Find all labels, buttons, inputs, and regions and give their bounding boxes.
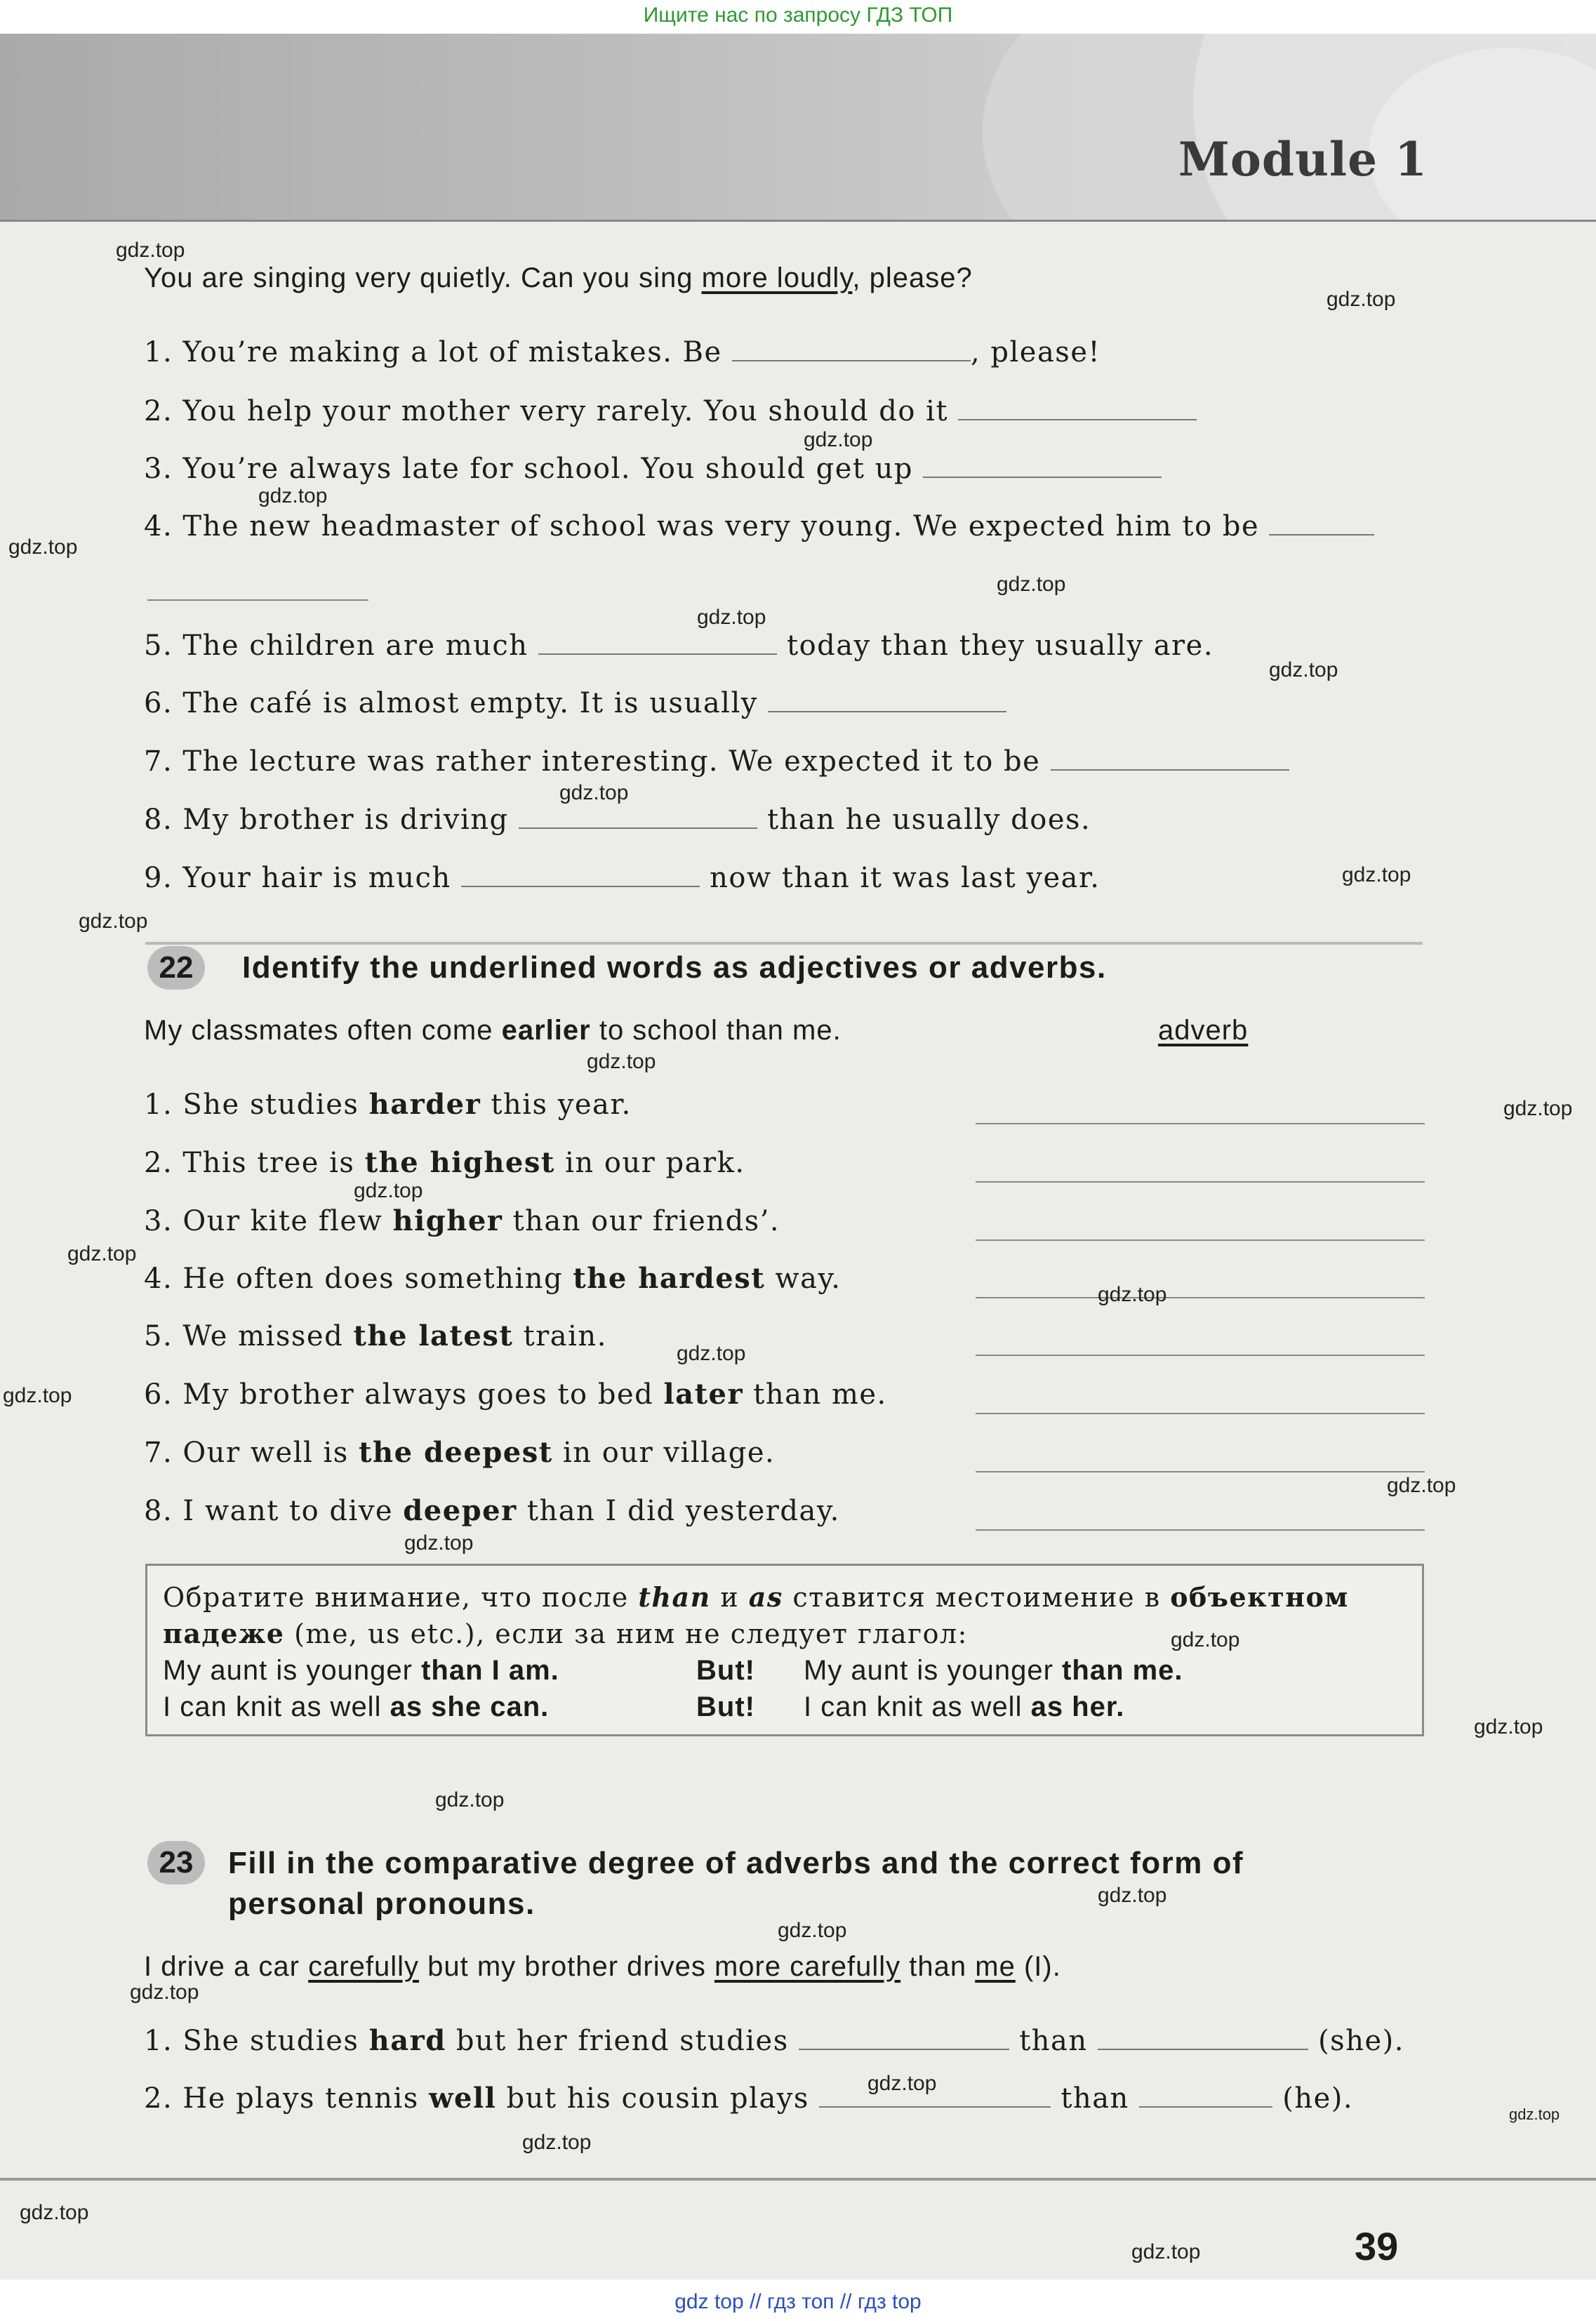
answer-blank[interactable] <box>538 632 777 655</box>
note-example-2: I can knit as well as she can. <box>163 1691 550 1722</box>
exercise-number-23: 23 <box>147 1841 205 1884</box>
page-number: 39 <box>1355 2224 1399 2268</box>
watermark: gdz.top <box>1131 2240 1201 2263</box>
watermark: gdz.top <box>522 2131 592 2154</box>
answer-blank[interactable] <box>1139 2085 1272 2108</box>
answer-blank[interactable] <box>923 455 1162 478</box>
watermark: gdz.top <box>79 910 148 933</box>
watermark: gdz.top <box>1474 1715 1543 1738</box>
module-title: Module 1 <box>1178 132 1428 187</box>
watermark: gdz.top <box>1509 2106 1560 2123</box>
note-line-2: падеже (me, us etc.), если за ним не следует глагол: <box>163 1618 968 1649</box>
note-example-2b: I can knit as well as her. <box>804 1691 1125 1722</box>
answer-blank[interactable] <box>1051 748 1289 771</box>
bottom-banner[interactable]: gdz top // гдз топ // гдз top <box>674 2290 922 2313</box>
watermark: gdz.top <box>8 536 78 559</box>
answer-line[interactable] <box>976 1296 1425 1298</box>
note-but-1: But! <box>696 1655 755 1686</box>
ex23-item-1: 1. She studies hard but her friend studies than (she). <box>144 2024 1404 2057</box>
note-but-2: But! <box>696 1691 755 1722</box>
answer-blank[interactable] <box>1269 513 1374 536</box>
header-band <box>0 34 1596 220</box>
exercise-23-title: Fill in the comparative degree of adverbs and the correct form of <box>228 1846 1244 1880</box>
answer-line[interactable] <box>976 1238 1425 1241</box>
note-example-1: My aunt is younger than I am. <box>163 1655 559 1686</box>
watermark: gdz.top <box>697 606 766 629</box>
watermark: gdz.top <box>1098 1884 1167 1907</box>
watermark: gdz.top <box>67 1242 137 1265</box>
exercise-22-example: My classmates often come earlier to school than me. <box>144 1015 842 1046</box>
answer-line[interactable] <box>976 1180 1425 1183</box>
watermark: gdz.top <box>1342 863 1411 886</box>
watermark: gdz.top <box>1387 1474 1456 1497</box>
watermark: gdz.top <box>3 1384 72 1407</box>
exercise-number-22: 22 <box>147 946 205 990</box>
ex21-item-7: 7. The lecture was rather interesting. We expected it to be <box>144 743 1289 780</box>
watermark: gdz.top <box>1326 288 1396 311</box>
answer-blank[interactable] <box>519 806 757 829</box>
ex21-item-8: 8. My brother is driving than he usually does. <box>144 804 1091 836</box>
ex21-item-4: 4. The new headmaster of school was very young. We expected him to be <box>144 508 1374 545</box>
watermark: gdz.top <box>354 1179 423 1202</box>
exercise-21-example: You are singing very quietly. Can you sing more loudly, please? <box>144 262 973 293</box>
watermark: gdz.top <box>1269 658 1338 681</box>
example-answer: adverb <box>1158 1015 1249 1046</box>
answer-blank[interactable] <box>732 339 971 361</box>
answer-line[interactable] <box>976 1122 1425 1124</box>
ex22-item-1: 1. She studies harder this year. <box>144 1088 632 1121</box>
answer-blank[interactable] <box>768 690 1006 712</box>
answer-blank[interactable] <box>461 865 700 887</box>
answer-blank[interactable] <box>958 398 1197 420</box>
exercise-23-title-line2: personal pronouns. <box>228 1887 536 1921</box>
note-line-1: Обратите внимание, что после than и as ставится местоимение в объектном <box>163 1581 1349 1613</box>
textbook-page <box>0 34 1596 2280</box>
ex22-item-2: 2. This tree is the highest in our park. <box>144 1146 745 1179</box>
answer-line[interactable] <box>976 1411 1425 1414</box>
watermark: gdz.top <box>258 484 328 507</box>
ex22-item-6: 6. My brother always goes to bed later than me. <box>144 1378 887 1411</box>
answer-line[interactable] <box>976 1528 1425 1531</box>
answer-blank[interactable] <box>799 2028 1009 2050</box>
watermark: gdz.top <box>435 1788 505 1811</box>
exercise-22-title: Identify the underlined words as adjectives or adverbs. <box>242 950 1107 985</box>
note-example-1b: My aunt is younger than me. <box>804 1655 1183 1686</box>
section-separator <box>145 942 1423 945</box>
answer-blank-continued[interactable] <box>147 598 368 601</box>
ex21-item-9: 9. Your hair is much now than it was last year. <box>144 862 1100 894</box>
watermark: gdz.top <box>559 781 629 804</box>
watermark: gdz.top <box>778 1919 847 1942</box>
watermark: gdz.top <box>997 573 1066 596</box>
ex21-item-3: 3. You’re always late for school. You should get up <box>144 451 1162 487</box>
watermark: gdz.top <box>677 1342 746 1365</box>
header-divider <box>0 220 1596 222</box>
ex21-item-6: 6. The café is almost empty. It is usually <box>144 685 1006 721</box>
answer-line[interactable] <box>976 1470 1425 1472</box>
exercise-23-example: I drive a car carefully but my brother drives more carefully than me (I). <box>144 1951 1061 1982</box>
ex21-item-1: 1. You’re making a lot of mistakes. Be , please! <box>144 336 1101 368</box>
watermark: gdz.top <box>587 1050 656 1073</box>
ex21-item-5: 5. The children are much today than they usually are. <box>144 630 1214 662</box>
watermark: gdz.top <box>116 239 185 262</box>
ex22-item-4: 4. He often does something the hardest way. <box>144 1262 842 1295</box>
ex22-item-8: 8. I want to dive deeper than I did yesterday. <box>144 1494 840 1527</box>
ex22-item-7: 7. Our well is the deepest in our village. <box>144 1436 776 1469</box>
watermark: gdz.top <box>867 2072 937 2095</box>
watermark: gdz.top <box>404 1531 474 1555</box>
answer-line[interactable] <box>976 1353 1425 1356</box>
watermark: gdz.top <box>1098 1283 1167 1306</box>
watermark: gdz.top <box>20 2201 89 2224</box>
ex22-item-3: 3. Our kite flew higher than our friends’. <box>144 1204 780 1237</box>
ex22-item-5: 5. We missed the latest train. <box>144 1319 607 1352</box>
top-banner[interactable]: Ищите нас по запросу ГДЗ ТОП <box>643 4 953 27</box>
watermark: gdz.top <box>130 1981 199 2004</box>
watermark: gdz.top <box>1171 1628 1240 1651</box>
footer-line <box>0 2178 1596 2181</box>
ex21-item-2: 2. You help your mother very rarely. You should do it <box>144 393 1197 430</box>
ex23-item-2: 2. He plays tennis well but his cousin plays than (he). <box>144 2082 1354 2115</box>
watermark: gdz.top <box>804 428 873 451</box>
watermark: gdz.top <box>1503 1097 1573 1120</box>
answer-blank[interactable] <box>1098 2028 1308 2050</box>
